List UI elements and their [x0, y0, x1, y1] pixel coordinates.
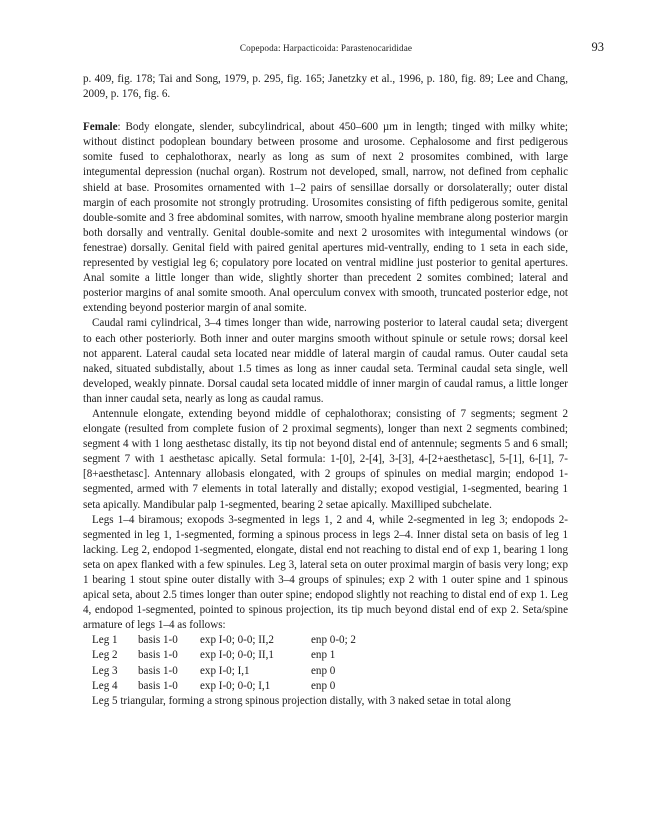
enp-cell: enp 1: [311, 649, 336, 662]
female-label: Female: [83, 121, 118, 134]
exp-cell: exp I-0; 0-0; II,2: [200, 634, 274, 647]
female-description: [83, 120, 568, 316]
caudal-rami-paragraph: Caudal rami cylindrical, 3–4 times longer than wide, narrowing posterior to lateral caudal seta; divergent to each other posteriorly. Both inner and outer margins smooth without spinule or setule rows; dorsal keel not apparent. Lateral caudal seta located near middle of lateral margin of caudal ramus. Outer caudal seta naked, situated subdistally, about 1.5 times as long as inner caudal seta. Terminal caudal seta single, well developed, weakly pinnate. Dorsal caudal seta located middle of inner margin of caudal ramus, a little longer than inner caudal seta, nearly as long as caudal ramus.: [83, 317, 568, 405]
basis-cell: basis 1-0: [138, 679, 178, 692]
basis-cell: basis 1-0: [138, 664, 178, 677]
table-row: [92, 679, 356, 694]
exp-cell: exp I-0; 0-0; I,1: [200, 679, 271, 692]
leg-cell: Leg 4: [92, 679, 118, 692]
table-row: [92, 648, 356, 663]
exp-cell: exp I-0; 0-0; II,1: [200, 649, 274, 662]
references-paragraph: p. 409, fig. 178; Tai and Song, 1979, p. 295, fig. 165; Janetzky et al., 1996, p. 180, fig. 89; Lee and Chang, 2009, p. 176, fig. 6.: [83, 73, 568, 101]
leg-cell: Leg 3: [92, 664, 118, 677]
antennule-paragraph: Antennule elongate, extending beyond middle of cephalothorax; consisting of 7 segments; segment 2 elongate (resulted from complete fusion of 2 proximal segments), longer than next 2 segments combined; segment 4 with 1 long aesthetasc distally, its tip not beyond distal end of antennule; segments 5 and 6 small; segment 7 with 1 aesthetasc apically. Setal formula: 1-[0], 2-[4], 3-[3], 4-[2+aesthetasc], 5-[1], 6-[1], 7-[8+aesthetasc]. Antennary allobasis elongated, with 2 groups of spinules on medial margin; endopod 1-segmented, armed with 7 elements in total laterally and distally; exopod vestigial, 1-segmented, bearing 1 seta apically. Mandibular palp 1-segmented, bearing 2 setae apically. Maxilliped subchelate.: [83, 407, 568, 511]
running-head: Copepoda: Harpacticoida: Parastenocarididae: [239, 43, 413, 53]
body-text: [83, 72, 568, 709]
legs-paragraph: Legs 1–4 biramous; exopods 3-segmented in legs 1, 2 and 4, while 2-segmented in leg 3; endopods 2-segmented in leg 1, 1-segmented, forming a spinous process in legs 2–4. Inner distal seta on basis of leg 1 lacking. Leg 2, endopod 1-segmented, elongate, distal end not reaching to distal end of exp 1, bearing 1 long seta on apex flanked with a few spinules. Leg 3, lateral seta on outer proximal margin of basis very long; exp 1 bearing 1 stout spine outer distally with 3–4 groups of spinules; exp 2 with 1 outer spine and 1 spinous apical seta, about 2.5 times longer than outer spine; endopod slightly not reaching to distal end of exp 1. Leg 4, endopod 1-segmented, pointed to spinous projection, its tip much beyond distal end of exp 2. Seta/spine armature of legs 1–4 as follows:: [83, 513, 568, 632]
female-text: : Body elongate, slender, subcylindrical, about 450–600 µm in length; tinged with milky white; without distinct podoplean boundary between prosome and urosome. Cephalosome and first pedigerous somite fused to cephalothorax, nearly as long as sum of next 2 prosomites combined, with large integumental depression (nuchal organ). Rostrum not developed, small, narrow, not defined from cephalic shield at base. Prosomites ornamented with 1–2 pairs of sensillae dorsally or dorsolaterally; outer distal margin of each prosomite not strongly protruding. Urosomites consisting of fifth pedigerous somite, genital double-somite and 3 free abdominal somites, with narrow, smooth hyaline membrane along posterior margin both dorsally and ventrally. Genital double-somite and next 2 urosomites with integumental windows (or fenestrae) dorsally. Genital field with paired genital apertures mid-ventrally, ending to 1 seta in each side, represented by vestigial leg 6; copulatory pore located on ventral midline just posterior to genital apertures. Anal somite a little longer than wide, slightly shorter than precedent 2 somites combined; lateral and posterior margins of anal somite smooth. Anal operculum convex with smooth, truncated posterior edge, not extending beyond posterior margin of anal somite.: [83, 121, 568, 315]
enp-cell: enp 0: [311, 679, 336, 692]
leg-cell: Leg 2: [92, 649, 118, 662]
table-row: [92, 633, 356, 648]
enp-cell: enp 0-0; 2: [311, 634, 356, 647]
armature-table: [92, 633, 356, 693]
leg5-paragraph: Leg 5 triangular, forming a strong spinous projection distally, with 3 naked setae in total along: [92, 694, 511, 707]
page-number: 93: [591, 40, 604, 54]
leg-cell: Leg 1: [92, 634, 118, 647]
basis-cell: basis 1-0: [138, 649, 178, 662]
basis-cell: basis 1-0: [138, 634, 178, 647]
table-row: [92, 664, 356, 679]
enp-cell: enp 0: [311, 664, 336, 677]
exp-cell: exp I-0; I,1: [200, 664, 250, 677]
